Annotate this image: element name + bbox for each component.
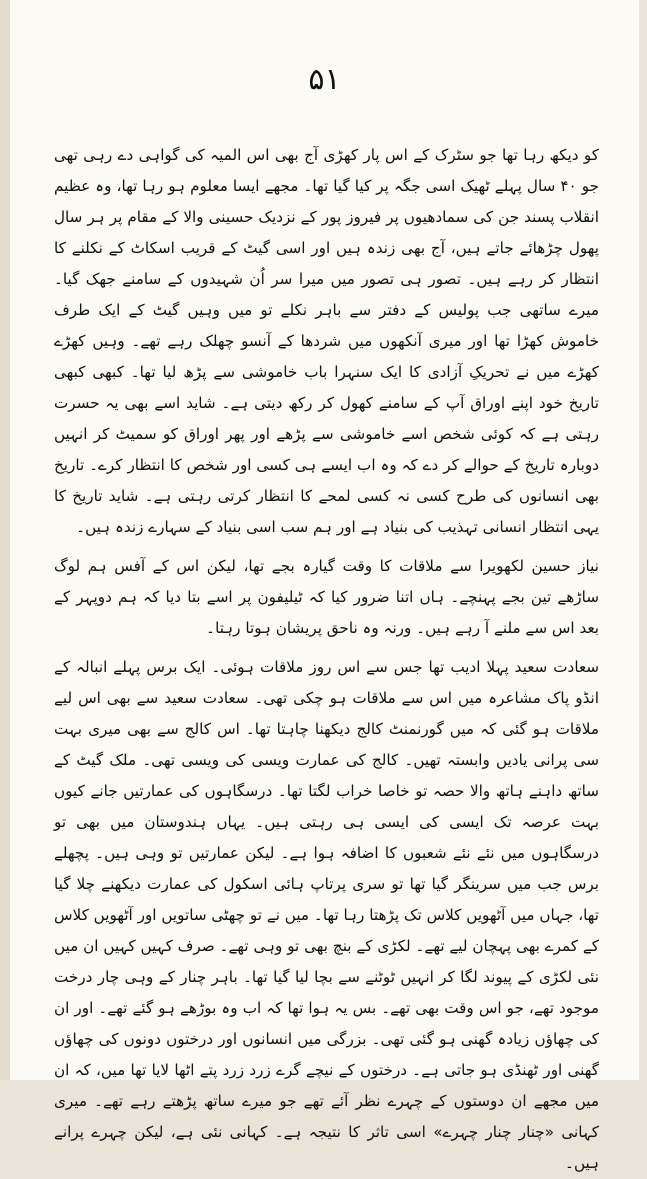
page-body (54, 140, 599, 1172)
page-number: ۵۱ (308, 62, 341, 97)
paragraph: نیاز حسین لکھویرا سے ملاقات کا وقت گیارہ بجے تھا، لیکن اس کے آفس ہم لوگ ساڑھے تین بجے پہنچے۔ ہاں اتنا ضرور کیا کہ ٹیلیفون پر اسے بتا دیا کہ ہم دوپہر کے بعد اس سے ملنے آ رہے ہیں۔ ورنہ وہ ناحق پریشان ہوتا رہتا۔ (54, 557, 599, 637)
paragraph: کو دیکھ رہا تھا جو سٹرک کے اس پار کھڑی آج بھی اس المیہ کی گواہی دے رہی تھی جو ۴۰ سال پہلے ٹھیک اسی جگہ پر کیا گیا تھا۔ مجھے ایسا معلوم ہو رہا تھا، وہ عظیم انقلاب پسند جن کی سمادھیوں پر فیروز پور کے نزدیک حسینی والا کے مقام پر ہر سال پھول چڑھائے جاتے ہیں، آج بھی زندہ ہیں اور اسی گیٹ کے قریب اسکاٹ کے نکلنے کا انتظار کر رہے ہیں۔ تصور ہی تصور میں میرا سر اُن شہیدوں کے سامنے جھک گیا۔ میرے ساتھی جب پولیس کے دفتر سے باہر نکلے تو میں وہیں گیٹ کے ایک طرف خاموش کھڑا تھا اور میری آنکھوں میں شردھا کے آنسو چھلک رہے تھے۔ وہیں کھڑے کھڑے میں نے تحریکِ آزادی کا ایک سنہرا باب خاموشی سے پڑھ لیا تھا۔ کبھی کبھی تاریخ خود اپنے اوراق آپ کے سامنے کھول کر رکھ دیتی ہے۔ شاید اسے بھی یہ حسرت رہتی ہے کہ کوئی شخص اسے خاموشی سے پڑھے اور پھر اوراق کو سمیٹ کر انہیں دوبارہ تاریخ کے حوالے کر دے کہ وہ اب ایسے ہی کسی اور شخص کا انتظار کرے۔ تاریخ بھی انسانوں کی طرح کسی نہ کسی لمحے کا انتظار کرتی رہتی ہے۔ شاید تاریخ کا یہی انتظار انسانی تہذیب کی بنیاد ہے اور ہم سب اسی بنیاد کے سہارے زندہ ہیں۔ (54, 146, 599, 536)
paragraph: سعادت سعید پہلا ادیب تھا جس سے اس روز ملاقات ہوئی۔ ایک برس پہلے انبالہ کے انڈو پاک مشاعرہ میں اس سے ملاقات ہو چکی تھی۔ سعادت سعید سے بھی اس لیے ملاقات ہو گئی کہ میں گورنمنٹ کالج دیکھنا چاہتا تھا۔ اس کالج سے بھی میری بہت سی پرانی یادیں وابستہ تھیں۔ کالج کی عمارت ویسی کی ویسی تھی۔ ملک گیٹ کے ساتھ داہنے ہاتھ والا حصہ تو خاصا خراب لگتا تھا۔ درسگاہوں کی عمارتیں جانے کیوں بہت عرصہ تک ایسی کی ایسی ہی رہتی ہیں۔ یہاں ہندوستان میں بھی تو درسگاہوں میں نئے نئے شعبوں کا اضافہ ہوا ہے۔ لیکن عمارتیں تو وہی ہیں۔ پچھلے برس جب میں سرینگر گیا تھا تو سری پرتاپ ہائی اسکول کی عمارت دیکھنے چلا گیا تھا، جہاں میں آٹھویں کلاس تک پڑھتا رہا تھا۔ میں نے تو چھٹی ساتویں اور آٹھویں کلاس کے کمرے بھی پہچان لیے تھے۔ لکڑی کے بنچ بھی تو وہی تھے۔ صرف کہیں کہیں ان میں نئی لکڑی کے پیوند لگا کر انہیں ٹوٹنے سے بچا لیا گیا تھا۔ باہر چنار کے وہی چار درخت موجود تھے، جو اس وقت بھی تھے۔ بس یہ ہوا تھا کہ اب وہ بوڑھے ہو گئے تھے۔ اور ان کی چھاؤں زیادہ گھنی ہو گئی تھی۔ بزرگی میں انسانوں اور درختوں دونوں کی چھاؤں گھنی اور ٹھنڈی ہو جاتی ہے۔ درختوں کے نیچے گرے زرد زرد پتے اٹھا لایا تھا میں، کہ ان میں مجھے ان دوستوں کے چہرے نظر آئے تھے جو میرے ساتھ پڑھتے رہے تھے۔ میری کہانی «چنار چنار چہرے» اسی تاثر کا نتیجہ ہے۔ کہانی نئی ہے، لیکن چہرے پرانے ہیں۔ (54, 658, 599, 1172)
